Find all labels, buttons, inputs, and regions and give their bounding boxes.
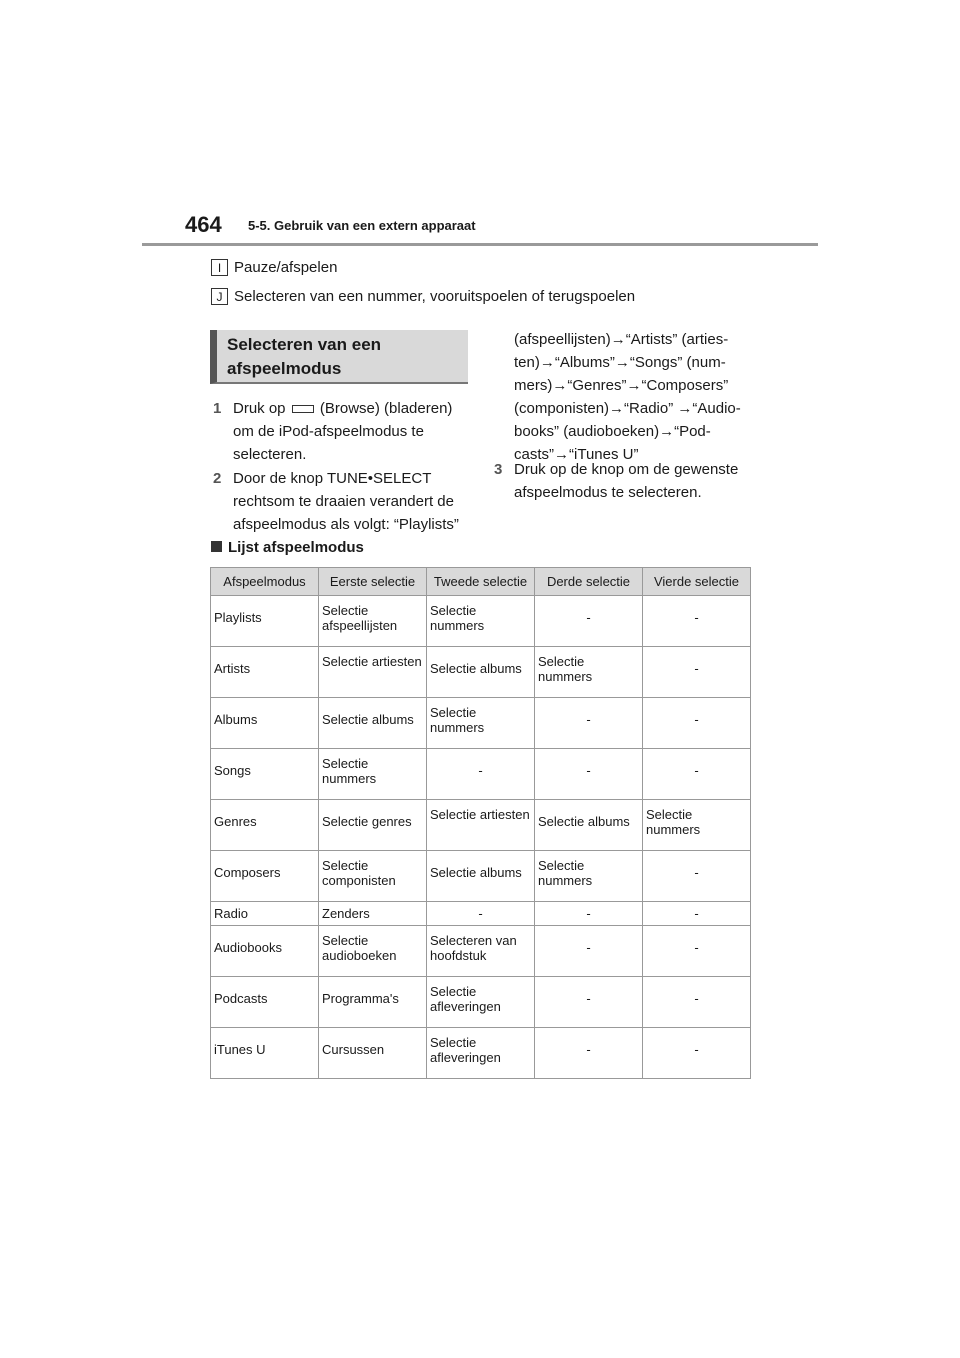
table-cell: Selectie artiesten	[319, 647, 427, 698]
table-cell: -	[535, 902, 643, 926]
step-number: 1	[213, 400, 222, 417]
step-3-text: Druk op de knop om de gewenste afspeelmodus te selecteren.	[514, 461, 739, 501]
table-cell: Selectie componisten	[319, 851, 427, 902]
table-cell: Artists	[211, 647, 319, 698]
table-cell: Selectie artiesten	[427, 800, 535, 851]
playback-mode-table	[210, 567, 751, 1079]
table-cell: -	[643, 1028, 751, 1079]
table-cell: Selectie nummers	[319, 749, 427, 800]
table-cell: -	[643, 926, 751, 977]
square-bullet-icon	[211, 541, 222, 552]
column-header: Afspeelmodus	[211, 568, 319, 596]
table-cell: -	[535, 1028, 643, 1079]
table-cell: -	[535, 749, 643, 800]
column-header: Tweede selectie	[427, 568, 535, 596]
table-cell: -	[535, 977, 643, 1028]
section-heading-line2: afspeelmodus	[227, 359, 342, 378]
table-row	[211, 698, 751, 749]
table-cell: Selectie afspeellijsten	[319, 596, 427, 647]
table-cell: Selectie nummers	[643, 800, 751, 851]
table-cell: Playlists	[211, 596, 319, 647]
table-row	[211, 596, 751, 647]
step-2-continuation: (afspeellijsten)→“Artists” (arties-ten)→“Albums”→“Songs” (num-mers)→“Genres”→“Composers” (componisten)→“Radio” →“Audio-books” (audioboeken)→“Pod-casts”→“iTunes U”	[514, 331, 741, 463]
table-cell: Cursussen	[319, 1028, 427, 1079]
table-cell: -	[643, 749, 751, 800]
table-cell: -	[535, 596, 643, 647]
callout-j	[211, 288, 635, 305]
table-cell: Selecteren van hoofdstuk	[427, 926, 535, 977]
step-1-text-c: om de iPod-afspeelmodus te selecteren.	[233, 423, 424, 463]
table-cell: Selectie albums	[427, 647, 535, 698]
column-header: Eerste selectie	[319, 568, 427, 596]
step-2-text: Door de knop TUNE•SELECT rechtsom te draaien verandert de afspeelmodus als volgt: “Playlists”	[233, 470, 459, 533]
table-cell: Albums	[211, 698, 319, 749]
table-row	[211, 749, 751, 800]
table-cell: Selectie nummers	[427, 596, 535, 647]
table-cell: -	[643, 596, 751, 647]
page-number: 464	[185, 212, 222, 237]
callout-text-i: Pauze/afspelen	[234, 259, 338, 276]
table-row	[211, 800, 751, 851]
callout-key-i: I	[211, 259, 228, 276]
table-cell: Selectie afleveringen	[427, 977, 535, 1028]
column-header: Derde selectie	[535, 568, 643, 596]
table-row	[211, 902, 751, 926]
table-row	[211, 647, 751, 698]
table-cell: Zenders	[319, 902, 427, 926]
table-cell: Selectie albums	[319, 698, 427, 749]
table-cell: Audiobooks	[211, 926, 319, 977]
table-cell: -	[427, 902, 535, 926]
table-cell: -	[643, 851, 751, 902]
list-heading-text: Lijst afspeelmodus	[228, 539, 364, 556]
table-header-row	[211, 568, 751, 596]
table-cell: -	[643, 977, 751, 1028]
callout-key-j: J	[211, 288, 228, 305]
table-cell: -	[643, 902, 751, 926]
step-1-text-b: (Browse) (bladeren)	[319, 400, 453, 417]
step-number: 2	[213, 470, 222, 487]
table-row	[211, 1028, 751, 1079]
table-cell: Programma's	[319, 977, 427, 1028]
table-cell: -	[427, 749, 535, 800]
table-cell: Songs	[211, 749, 319, 800]
section-heading	[210, 330, 468, 384]
section-heading-line1: Selecteren van een	[227, 335, 382, 354]
table-cell: Selectie albums	[427, 851, 535, 902]
table-cell: -	[535, 698, 643, 749]
step-number: 3	[494, 461, 503, 478]
table-cell: -	[643, 698, 751, 749]
table-cell: Selectie nummers	[535, 647, 643, 698]
table-cell: -	[643, 647, 751, 698]
table-cell: -	[535, 926, 643, 977]
table-cell: iTunes U	[211, 1028, 319, 1079]
list-heading	[211, 539, 364, 556]
table-cell: Selectie nummers	[535, 851, 643, 902]
callout-i	[211, 259, 337, 276]
section-reference: 5-5. Gebruik van een extern apparaat	[248, 218, 476, 233]
browse-button-icon	[292, 405, 314, 413]
table-row	[211, 851, 751, 902]
table-row	[211, 977, 751, 1028]
table-row	[211, 926, 751, 977]
table-cell: Selectie albums	[535, 800, 643, 851]
table-cell: Selectie audioboeken	[319, 926, 427, 977]
header-divider	[142, 243, 818, 246]
step-3	[494, 458, 754, 504]
table-cell: Selectie nummers	[427, 698, 535, 749]
table-cell: Selectie genres	[319, 800, 427, 851]
table-cell: Radio	[211, 902, 319, 926]
step-1	[213, 397, 473, 466]
step-2	[213, 467, 473, 536]
table-cell: Genres	[211, 800, 319, 851]
column-header: Vierde selectie	[643, 568, 751, 596]
table-cell: Podcasts	[211, 977, 319, 1028]
callout-text-j: Selecteren van een nummer, vooruitspoelen of terugspoelen	[234, 288, 636, 305]
table-cell: Selectie afleveringen	[427, 1028, 535, 1079]
step-1-text-a: Druk op	[233, 400, 286, 417]
table-cell: Composers	[211, 851, 319, 902]
